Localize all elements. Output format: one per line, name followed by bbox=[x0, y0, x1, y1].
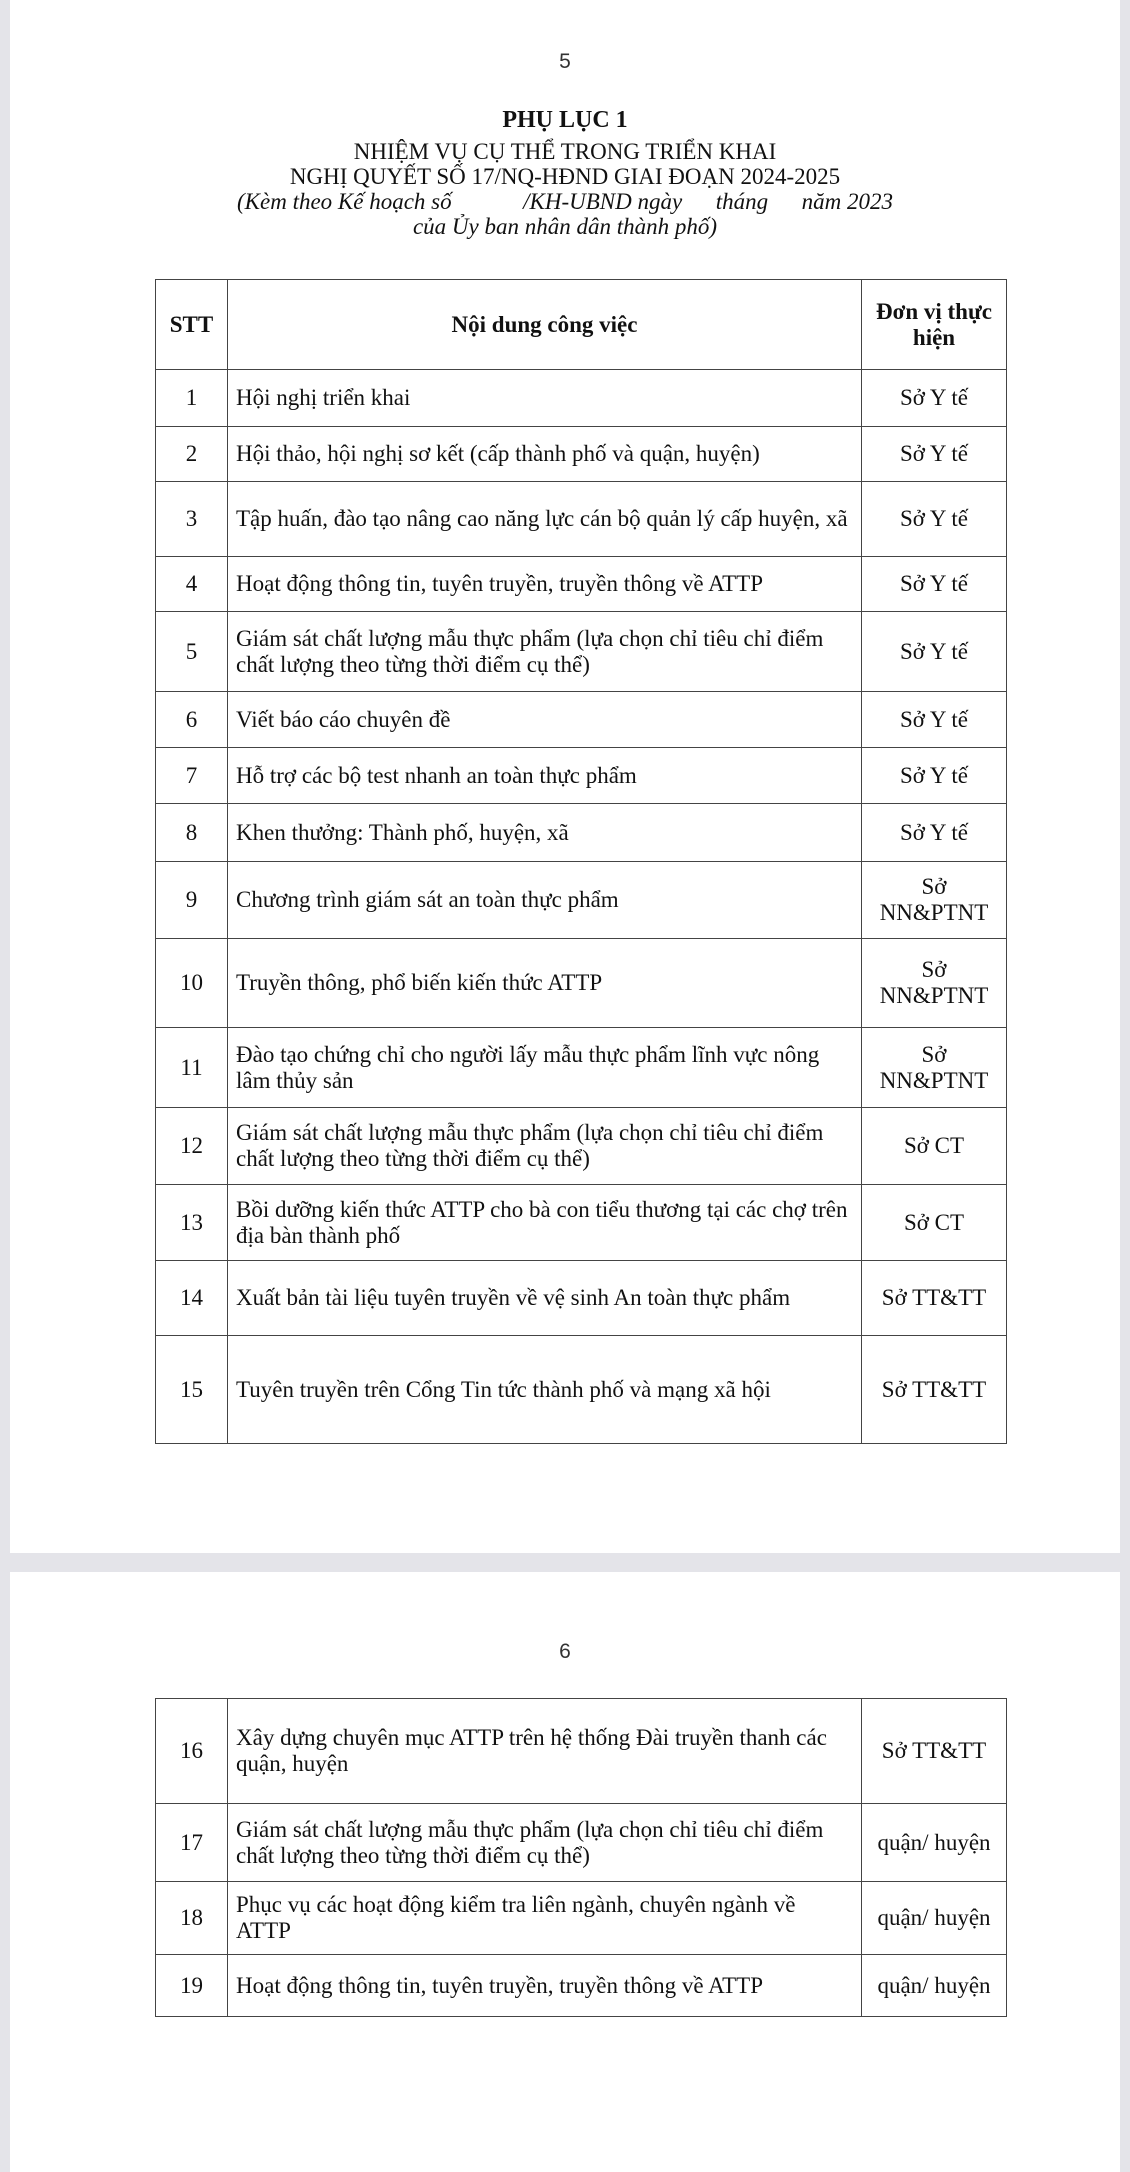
table-row bbox=[156, 692, 1007, 748]
row-number: 17 bbox=[156, 1804, 228, 1882]
attachment-note bbox=[10, 189, 1120, 214]
tasks-table-continued bbox=[155, 1698, 1007, 2017]
row-number: 11 bbox=[156, 1028, 228, 1108]
row-number: 13 bbox=[156, 1185, 228, 1261]
document-header bbox=[10, 108, 1120, 239]
attach-part: tháng bbox=[715, 189, 769, 214]
task-content: Phục vụ các hoạt động kiểm tra liên ngành, chuyên ngành về ATTP bbox=[228, 1882, 862, 1955]
page-number: 6 bbox=[559, 1640, 571, 1663]
task-content: Đào tạo chứng chỉ cho người lấy mẫu thực phẩm lĩnh vực nông lâm thủy sản bbox=[228, 1028, 862, 1108]
task-content: Khen thưởng: Thành phố, huyện, xã bbox=[228, 804, 862, 862]
responsible-unit: Sở CT bbox=[862, 1185, 1007, 1261]
table-row bbox=[156, 1028, 1007, 1108]
row-number: 8 bbox=[156, 804, 228, 862]
row-number: 14 bbox=[156, 1261, 228, 1336]
responsible-unit: quận/ huyện bbox=[862, 1955, 1007, 2017]
task-content: Xuất bản tài liệu tuyên truyền về vệ sinh An toàn thực phẩm bbox=[228, 1261, 862, 1336]
table-row bbox=[156, 939, 1007, 1028]
appendix-title: PHỤ LỤC 1 bbox=[502, 107, 628, 133]
task-content: Hội nghị triển khai bbox=[228, 370, 862, 427]
task-content: Chương trình giám sát an toàn thực phẩm bbox=[228, 862, 862, 939]
task-content: Viết báo cáo chuyên đề bbox=[228, 692, 862, 748]
tasks-table bbox=[155, 279, 1007, 1444]
row-number: 5 bbox=[156, 612, 228, 692]
row-number: 16 bbox=[156, 1699, 228, 1804]
responsible-unit: Sở Y tế bbox=[862, 370, 1007, 427]
table-row bbox=[156, 370, 1007, 427]
responsible-unit: Sở NN&PTNT bbox=[862, 939, 1007, 1028]
document-page-6 bbox=[10, 1572, 1120, 2172]
task-content: Hỗ trợ các bộ test nhanh an toàn thực phẩm bbox=[228, 748, 862, 804]
task-content: Tập huấn, đào tạo nâng cao năng lực cán bộ quản lý cấp huyện, xã bbox=[228, 482, 862, 557]
table-row bbox=[156, 748, 1007, 804]
table-row bbox=[156, 557, 1007, 612]
responsible-unit: Sở TT&TT bbox=[862, 1699, 1007, 1804]
task-content: Giám sát chất lượng mẫu thực phẩm (lựa chọn chỉ tiêu chỉ điểm chất lượng theo từng thời điểm cụ thể) bbox=[228, 612, 862, 692]
subtitle-line-1: NHIỆM VỤ CỤ THỂ TRONG TRIỂN KHAI bbox=[353, 139, 777, 164]
row-number: 15 bbox=[156, 1336, 228, 1444]
task-content: Tuyên truyền trên Cổng Tin tức thành phố và mạng xã hội bbox=[228, 1336, 862, 1444]
row-number: 7 bbox=[156, 748, 228, 804]
responsible-unit: Sở Y tế bbox=[862, 482, 1007, 557]
task-content: Hội thảo, hội nghị sơ kết (cấp thành phố và quận, huyện) bbox=[228, 427, 862, 482]
row-number: 12 bbox=[156, 1108, 228, 1185]
table-row bbox=[156, 427, 1007, 482]
row-number: 2 bbox=[156, 427, 228, 482]
responsible-unit: Sở NN&PTNT bbox=[862, 1028, 1007, 1108]
table-row bbox=[156, 1955, 1007, 2017]
responsible-unit: Sở NN&PTNT bbox=[862, 862, 1007, 939]
header-content: Nội dung công việc bbox=[228, 280, 862, 370]
table-row bbox=[156, 1699, 1007, 1804]
responsible-unit: Sở Y tế bbox=[862, 692, 1007, 748]
table-header-row bbox=[156, 280, 1007, 370]
row-number: 18 bbox=[156, 1882, 228, 1955]
responsible-unit: quận/ huyện bbox=[862, 1804, 1007, 1882]
attachment-note-line-2: của Ủy ban nhân dân thành phố) bbox=[412, 214, 718, 239]
table-row bbox=[156, 1336, 1007, 1444]
table-row bbox=[156, 1882, 1007, 1955]
table-row bbox=[156, 1108, 1007, 1185]
row-number: 4 bbox=[156, 557, 228, 612]
row-number: 19 bbox=[156, 1955, 228, 2017]
attach-part: (Kèm theo Kế hoạch số bbox=[237, 189, 452, 214]
responsible-unit: Sở Y tế bbox=[862, 557, 1007, 612]
responsible-unit: Sở TT&TT bbox=[862, 1261, 1007, 1336]
table-row bbox=[156, 1804, 1007, 1882]
task-content: Giám sát chất lượng mẫu thực phẩm (lựa chọn chỉ tiêu chỉ điểm chất lượng theo từng thời điểm cụ thể) bbox=[228, 1804, 862, 1882]
row-number: 1 bbox=[156, 370, 228, 427]
table-row bbox=[156, 612, 1007, 692]
row-number: 10 bbox=[156, 939, 228, 1028]
responsible-unit: Sở Y tế bbox=[862, 612, 1007, 692]
table-row bbox=[156, 862, 1007, 939]
attach-part: /KH-UBND ngày bbox=[523, 189, 683, 214]
task-content: Xây dựng chuyên mục ATTP trên hệ thống Đài truyền thanh các quận, huyện bbox=[228, 1699, 862, 1804]
task-content: Hoạt động thông tin, tuyên truyền, truyền thông về ATTP bbox=[228, 557, 862, 612]
responsible-unit: Sở Y tế bbox=[862, 427, 1007, 482]
row-number: 6 bbox=[156, 692, 228, 748]
table-row bbox=[156, 1185, 1007, 1261]
responsible-unit: Sở CT bbox=[862, 1108, 1007, 1185]
table-row bbox=[156, 1261, 1007, 1336]
task-content: Bồi dưỡng kiến thức ATTP cho bà con tiểu thương tại các chợ trên địa bàn thành phố bbox=[228, 1185, 862, 1261]
responsible-unit: Sở TT&TT bbox=[862, 1336, 1007, 1444]
header-stt: STT bbox=[156, 280, 228, 370]
responsible-unit: quận/ huyện bbox=[862, 1882, 1007, 1955]
attach-part: năm 2023 bbox=[801, 189, 893, 214]
task-content: Truyền thông, phổ biến kiến thức ATTP bbox=[228, 939, 862, 1028]
table-row bbox=[156, 804, 1007, 862]
table-row bbox=[156, 482, 1007, 557]
row-number: 9 bbox=[156, 862, 228, 939]
header-unit: Đơn vị thực hiện bbox=[862, 280, 1007, 370]
task-content: Hoạt động thông tin, tuyên truyền, truyền thông về ATTP bbox=[228, 1955, 862, 2017]
task-content: Giám sát chất lượng mẫu thực phẩm (lựa chọn chỉ tiêu chỉ điểm chất lượng theo từng thời điểm cụ thể) bbox=[228, 1108, 862, 1185]
subtitle-line-2: NGHỊ QUYẾT SỐ 17/NQ-HĐND GIAI ĐOẠN 2024-2025 bbox=[289, 164, 841, 189]
responsible-unit: Sở Y tế bbox=[862, 804, 1007, 862]
responsible-unit: Sở Y tế bbox=[862, 748, 1007, 804]
row-number: 3 bbox=[156, 482, 228, 557]
document-page-5 bbox=[10, 0, 1120, 1553]
page-number: 5 bbox=[559, 50, 571, 73]
